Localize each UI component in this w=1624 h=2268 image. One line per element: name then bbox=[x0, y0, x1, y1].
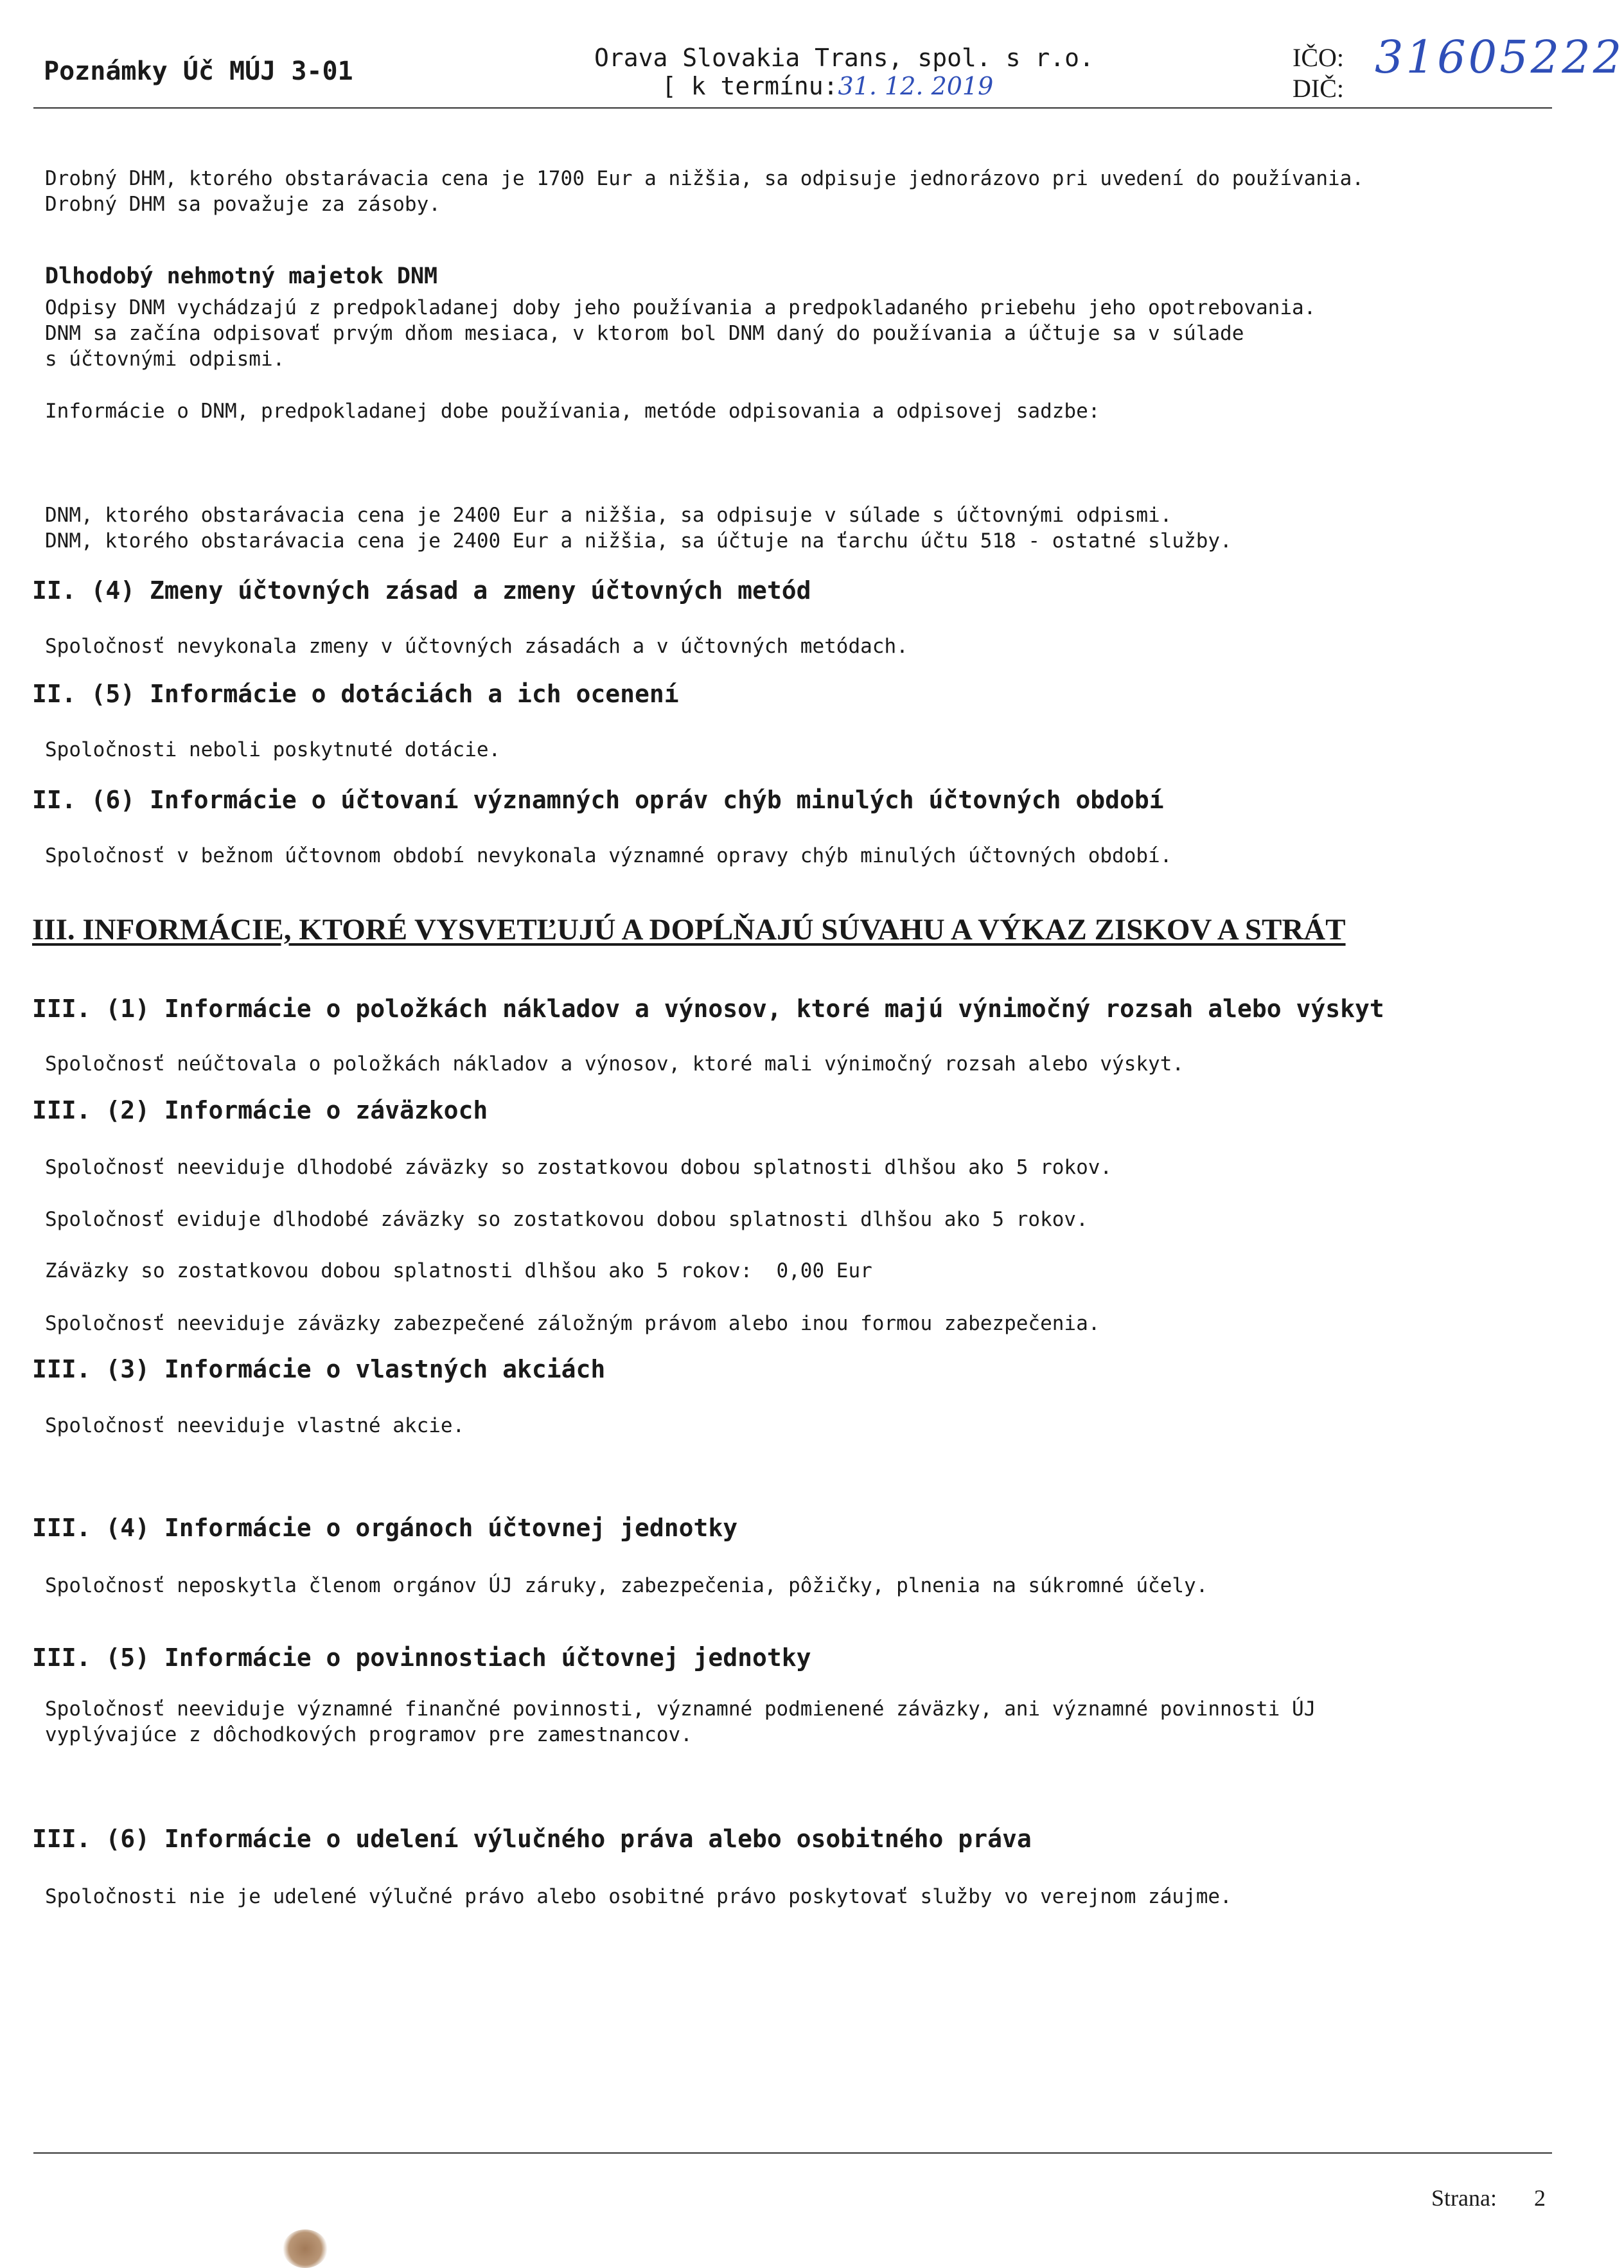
section-iii-6-text: Spoločnosti nie je udelené výlučné právo alebo osobitné právo poskytovať služby vo verejnom záujme. bbox=[45, 1885, 1232, 1908]
section-iii-3-text: Spoločnosť neeviduje vlastné akcie. bbox=[45, 1414, 465, 1437]
term-date-handwritten: 31. 12. 2019 bbox=[838, 72, 994, 100]
section-iii-1-text: Spoločnosť neúčtovala o položkách nákladov a výnosov, ktoré mali výnimočný rozsah alebo výskyt. bbox=[45, 1052, 1185, 1076]
dhm-text-line-1: Drobný DHM, ktorého obstarávacia cena je 1700 Eur a nižšia, sa odpisuje jednorázovo pri uvedení do používania. bbox=[45, 167, 1364, 190]
section-ii-6-heading: II. (6) Informácie o účtovaní významných opráv chýb minulých účtovných období bbox=[32, 786, 1164, 814]
section-ii-4-text: Spoločnosť nevykonala zmeny v účtovných zásadách a v účtovných metódach. bbox=[45, 635, 908, 658]
page-number: 2 bbox=[1534, 2185, 1546, 2211]
dnm-heading: Dlhodobý nehmotný majetok DNM bbox=[45, 263, 438, 289]
company-name: Orava Slovakia Trans, spol. s r.o. bbox=[594, 44, 1094, 72]
dnm-text-line-2: DNM sa začína odpisovať prvým dňom mesiaca, v ktorom bol DNM daný do používania a účtuje sa v súlade bbox=[45, 322, 1244, 345]
section-iii-2-text-4: Spoločnosť neeviduje záväzky zabezpečené záložným právom alebo inou formou zabezpečenia. bbox=[45, 1312, 1100, 1335]
section-iii-3-heading: III. (3) Informácie o vlastných akciách bbox=[32, 1355, 606, 1383]
section-iii-5-text-1: Spoločnosť neeviduje významné finančné povinnosti, významné podmienené záväzky, ani významné povinnosti ÚJ bbox=[45, 1697, 1316, 1721]
dnm-text-line-1: Odpisy DNM vychádzajú z predpokladanej doby jeho používania a predpokladaného priebehu jeho opotrebovania. bbox=[45, 296, 1316, 319]
ico-label: IČO: bbox=[1293, 43, 1344, 72]
section-iii-1-heading: III. (1) Informácie o položkách nákladov a výnosov, ktoré majú výnimočný rozsah alebo výskyt bbox=[32, 995, 1384, 1023]
section-iii-2-heading: III. (2) Informácie o záväzkoch bbox=[32, 1096, 488, 1124]
document-title: Poznámky Úč MÚJ 3-01 bbox=[44, 57, 353, 86]
footer-rule bbox=[33, 2152, 1552, 2154]
section-ii-4-heading: II. (4) Zmeny účtovných zásad a zmeny účtovných metód bbox=[32, 576, 811, 605]
dnm-rule-line-1: DNM, ktorého obstarávacia cena je 2400 Eur a nižšia, sa odpisuje v súlade s účtovnými odpismi. bbox=[45, 504, 1172, 527]
dnm-text-line-3: s účtovnými odpismi. bbox=[45, 348, 285, 371]
ico-value-handwritten: 31605222 bbox=[1375, 31, 1624, 84]
section-iii-6-heading: III. (6) Informácie o udelení výlučného práva alebo osobitného práva bbox=[32, 1825, 1032, 1853]
section-ii-5-text: Spoločnosti neboli poskytnuté dotácie. bbox=[45, 738, 501, 761]
section-ii-6-text: Spoločnosť v bežnom účtovnom období nevykonala významné opravy chýb minulých účtovných období. bbox=[45, 844, 1172, 867]
page-label: Strana: bbox=[1431, 2185, 1497, 2211]
section-iii-5-text-2: vyplývajúce z dôchodkových programov pre zamestnancov. bbox=[45, 1723, 693, 1746]
section-iii-4-heading: III. (4) Informácie o orgánoch účtovnej jednotky bbox=[32, 1514, 738, 1542]
dnm-rule-line-2: DNM, ktorého obstarávacia cena je 2400 Eur a nižšia, sa účtuje na ťarchu účtu 518 - ostatné služby. bbox=[45, 529, 1232, 553]
header-rule bbox=[33, 107, 1552, 109]
section-iii-2-text-3: Záväzky so zostatkovou dobou splatnosti dlhšou ako 5 rokov: 0,00 Eur bbox=[45, 1259, 872, 1282]
section-ii-5-heading: II. (5) Informácie o dotáciách a ich ocenení bbox=[32, 680, 679, 708]
paper-stain bbox=[283, 2229, 328, 2268]
ico-dic-labels bbox=[1293, 42, 1344, 104]
section-iii-5-heading: III. (5) Informácie o povinnostiach účtovnej jednotky bbox=[32, 1643, 811, 1672]
section-iii-2-text-1: Spoločnosť neeviduje dlhodobé záväzky so zostatkovou dobou splatnosti dlhšou ako 5 rokov. bbox=[45, 1156, 1113, 1179]
dnm-info-line: Informácie o DNM, predpokladanej dobe používania, metóde odpisovania a odpisovej sadzbe: bbox=[45, 400, 1100, 423]
dhm-text-line-2: Drobný DHM sa považuje za zásoby. bbox=[45, 193, 441, 216]
term-line bbox=[662, 72, 993, 100]
section-iii-4-text: Spoločnosť neposkytla členom orgánov ÚJ záruky, zabezpečenia, pôžičky, plnenia na súkromné účely. bbox=[45, 1574, 1208, 1597]
section-iii-2-text-2: Spoločnosť eviduje dlhodobé záväzky so zostatkovou dobou splatnosti dlhšou ako 5 rokov. bbox=[45, 1208, 1088, 1231]
dic-label: DIČ: bbox=[1293, 74, 1344, 103]
section-iii-main-heading: III. INFORMÁCIE, KTORÉ VYSVETĽUJÚ A DOPĹŇAJÚ SÚVAHU A VÝKAZ ZISKOV A STRÁT bbox=[32, 913, 1346, 946]
term-label: [ k termínu: bbox=[662, 72, 838, 100]
